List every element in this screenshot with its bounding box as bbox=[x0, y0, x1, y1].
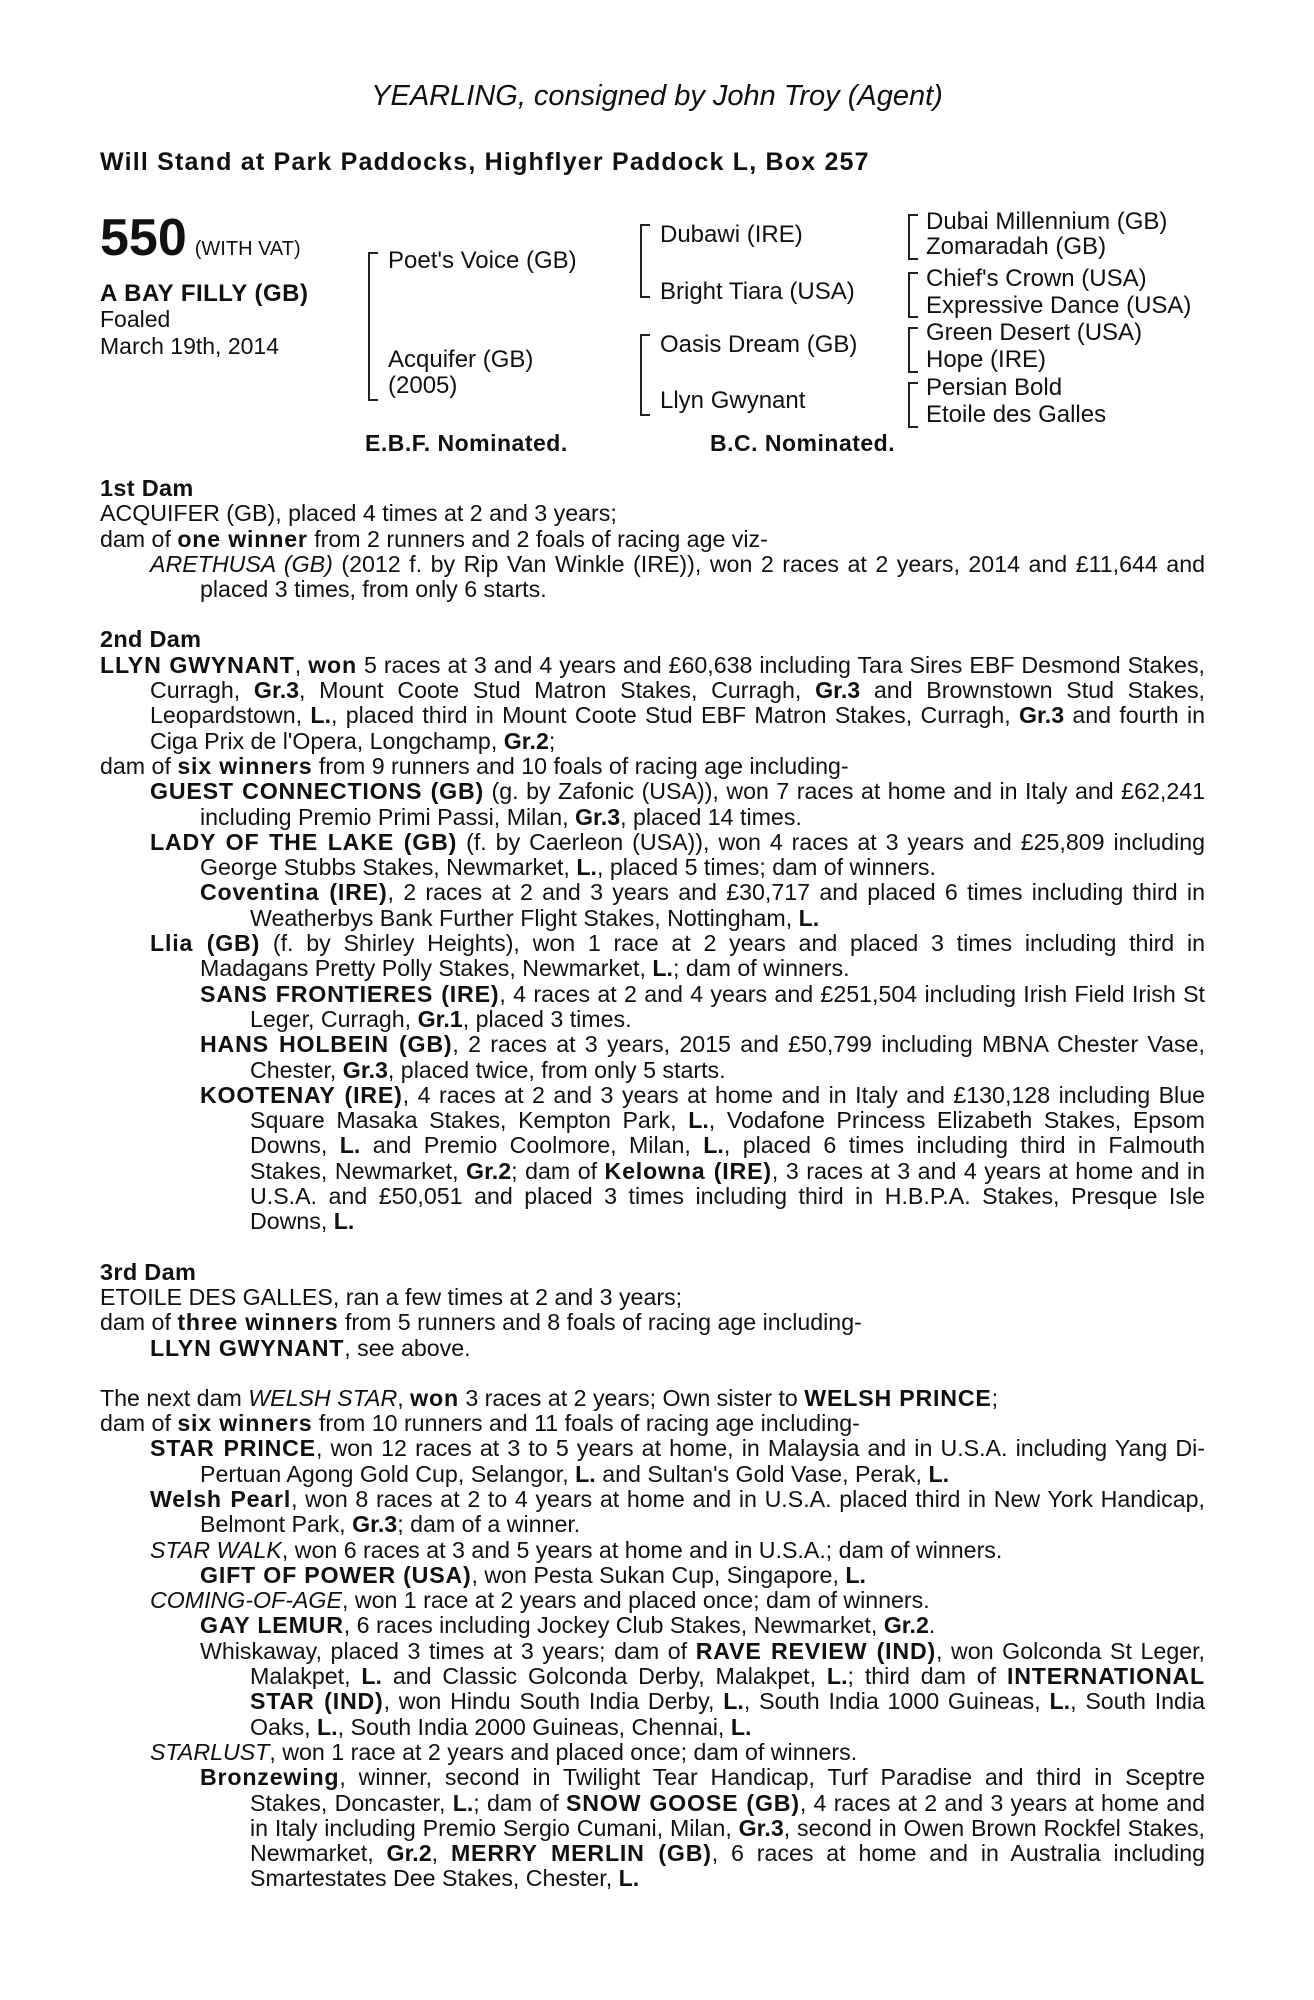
granddam-1: Zomaradah (GB) bbox=[926, 233, 1107, 260]
pedigree-bracket-sire bbox=[640, 224, 650, 298]
grandsire-4: Persian Bold bbox=[926, 374, 1063, 401]
second-dam-produce: dam of six winners from 9 runners and 10 foals of racing age including- bbox=[100, 752, 849, 779]
lot-number-row bbox=[100, 208, 301, 268]
sire-dam: Bright Tiara (USA) bbox=[660, 278, 855, 305]
produce-entry: Llia (GB) (f. by Shirley Heights), won 1 race at 2 years and placed 3 times including third in Madagans Pretty Polly Stakes, Newmarket, L.; dam of winners. bbox=[150, 930, 1205, 982]
pedigree-bracket-g3 bbox=[908, 327, 918, 373]
produce-entry: GIFT OF POWER (USA), won Pesta Sukan Cup, Singapore, L. bbox=[200, 1561, 866, 1588]
grandsire-2: Chief's Crown (USA) bbox=[926, 265, 1147, 292]
catalogue-body bbox=[100, 476, 1205, 1892]
produce-entry: STAR WALK, won 6 races at 3 and 5 years at home and in U.S.A.; dam of winners. bbox=[150, 1536, 1003, 1563]
produce-entry: GAY LEMUR, 6 races including Jockey Club Stakes, Newmarket, Gr.2. bbox=[200, 1612, 936, 1639]
produce-entry: STAR PRINCE, won 12 races at 3 to 5 years at home, in Malaysia and in U.S.A. including Yang Di-Pertuan Agong Gold Cup, Selangor, L. and Sultan's Gold Vase, Perak, L. bbox=[150, 1435, 1205, 1487]
grandsire-3: Green Desert (USA) bbox=[926, 319, 1143, 346]
third-dam-line: ETOILE DES GALLES, ran a few times at 2 and 3 years; bbox=[100, 1283, 683, 1310]
pedigree-bracket-main bbox=[368, 252, 378, 401]
produce-entry: SANS FRONTIERES (IRE), 4 races at 2 and 4 years and £251,504 including Irish Field Irish St Leger, Curragh, Gr.1, placed 3 times. bbox=[200, 980, 1205, 1032]
second-dam-heading: 2nd Dam bbox=[100, 626, 202, 653]
foaled-label: Foaled bbox=[100, 306, 171, 332]
produce-entry: STARLUST, won 1 race at 2 years and placed once; dam of winners. bbox=[150, 1738, 858, 1765]
bc-nominated: B.C. Nominated. bbox=[710, 430, 896, 456]
vat-note: (WITH VAT) bbox=[194, 238, 301, 260]
produce-entry: HANS HOLBEIN (GB), 2 races at 3 years, 2015 and £50,799 including MBNA Chester Vase, Chester, Gr.3, placed twice, from only 5 starts. bbox=[200, 1031, 1205, 1083]
third-dam-heading: 3rd Dam bbox=[100, 1258, 197, 1285]
produce-entry: Coventina (IRE), 2 races at 2 and 3 years and £30,717 and placed 6 times including third in Weatherbys Bank Further Flight Stakes, Nottingham, L. bbox=[200, 879, 1205, 931]
sire-sire: Dubawi (IRE) bbox=[660, 221, 803, 248]
next-dam-produce: dam of six winners from 10 runners and 11 foals of racing age including- bbox=[100, 1410, 860, 1437]
lot-number: 550 bbox=[100, 209, 187, 267]
stand-location: Will Stand at Park Paddocks, Highflyer Paddock L, Box 257 bbox=[100, 148, 870, 176]
second-dam-line: LLYN GWYNANT, won 5 races at 3 and 4 years and £60,638 including Tara Sires EBF Desmond Stakes, Curragh, Gr.3, Mount Coote Stud Matron Stakes, Curragh, Gr.3 and Brownstown Stud Stakes, Leopardstown, L., placed third in Mount Coote Stud EBF Matron Stakes, Curragh, Gr.3 and fourth in Ciga Prix de l'Opera, Longchamp, Gr.2; bbox=[100, 651, 1205, 754]
dam-year: (2005) bbox=[388, 372, 458, 399]
produce-entry: GUEST CONNECTIONS (GB) (g. by Zafonic (USA)), won 7 races at home and in Italy and £62,241 including Premio Primi Passi, Milan, Gr.3, placed 14 times. bbox=[150, 778, 1206, 830]
first-dam-produce: dam of one winner from 2 runners and 2 foals of racing age viz- bbox=[100, 525, 768, 552]
granddam-2: Expressive Dance (USA) bbox=[926, 292, 1192, 319]
third-dam-produce: dam of three winners from 5 runners and 8 foals of racing age including- bbox=[100, 1309, 862, 1336]
pedigree-bracket-g1 bbox=[908, 214, 918, 260]
foaled-date: March 19th, 2014 bbox=[100, 333, 280, 359]
produce-entry: COMING-OF-AGE, won 1 race at 2 years and placed once; dam of winners. bbox=[150, 1587, 930, 1614]
dam-name: Acquifer (GB) bbox=[388, 346, 534, 373]
produce-entry: ARETHUSA (GB) (2012 f. by Rip Van Winkle (IRE)), won 2 races at 2 years, 2014 and £11,644 and placed 3 times, from only 6 starts. bbox=[150, 550, 1205, 603]
produce-entry: KOOTENAY (IRE), 4 races at 2 and 3 years at home and in Italy and £130,128 including Blue Square Masaka Stakes, Kempton Park, L., Vodafone Princess Elizabeth Stakes, Epsom Downs, L. and Premio Coolmore, Milan, L., placed 6 times including third in Falmouth Stakes, Newmarket, Gr.2; dam of Kelowna (IRE), 3 races at 3 and 4 years at home and in U.S.A. and £50,051 and placed 3 times including third in H.B.P.A. Stakes, Presque Isle Downs, L. bbox=[200, 1081, 1206, 1235]
pedigree-bracket-dam bbox=[640, 334, 650, 416]
produce-entry: Whiskaway, placed 3 times at 3 years; dam of RAVE REVIEW (IND), won Golconda St Leger, Malakpet, L. and Classic Golconda Derby, Malakpet, L.; third dam of INTERNATIONAL STAR (IND), won Hindu South India Derby, L., South India 1000 Guineas, L., South India Oaks, L., South India 2000 Guineas, Chennai, L. bbox=[200, 1637, 1205, 1740]
horse-description: A BAY FILLY (GB) bbox=[100, 280, 309, 307]
first-dam-line: ACQUIFER (GB), placed 4 times at 2 and 3 years; bbox=[100, 500, 617, 527]
pedigree-bracket-g2 bbox=[908, 272, 918, 318]
consignment-title: YEARLING, consigned by John Troy (Agent) bbox=[371, 80, 943, 112]
pedigree-bracket-g4 bbox=[908, 382, 918, 428]
produce-entry: LLYN GWYNANT, see above. bbox=[150, 1334, 471, 1361]
produce-entry: LADY OF THE LAKE (GB) (f. by Caerleon (USA)), won 4 races at 3 years and £25,809 including George Stubbs Stakes, Newmarket, L., placed 5 times; dam of winners. bbox=[150, 828, 1205, 881]
ebf-nominated: E.B.F. Nominated. bbox=[365, 430, 568, 456]
sire-name: Poet's Voice (GB) bbox=[388, 247, 577, 274]
produce-entry: Bronzewing, winner, second in Twilight Tear Handicap, Turf Paradise and third in Sceptre Stakes, Doncaster, L.; dam of SNOW GOOSE (GB), 4 races at 2 and 3 years at home and in Italy including Premio Sergio Cumani, Milan, Gr.3, second in Owen Brown Rockfel Stakes, Newmarket, Gr.2, MERRY MERLIN (GB), 6 races at home and in Australia including Smartestates Dee Stakes, Chester, L. bbox=[200, 1764, 1205, 1892]
dam-sire: Oasis Dream (GB) bbox=[660, 331, 858, 358]
first-dam-heading: 1st Dam bbox=[100, 475, 194, 501]
produce-entry: Welsh Pearl, won 8 races at 2 to 4 years at home and in U.S.A. placed third in New York Handicap, Belmont Park, Gr.3; dam of a winner. bbox=[150, 1485, 1205, 1538]
grandsire-1: Dubai Millennium (GB) bbox=[926, 208, 1168, 235]
dam-dam: Llyn Gwynant bbox=[660, 387, 806, 414]
next-dam-line: The next dam WELSH STAR, won 3 races at 2 years; Own sister to WELSH PRINCE; bbox=[100, 1384, 999, 1411]
granddam-3: Hope (IRE) bbox=[926, 346, 1047, 373]
granddam-4: Etoile des Galles bbox=[926, 401, 1107, 428]
